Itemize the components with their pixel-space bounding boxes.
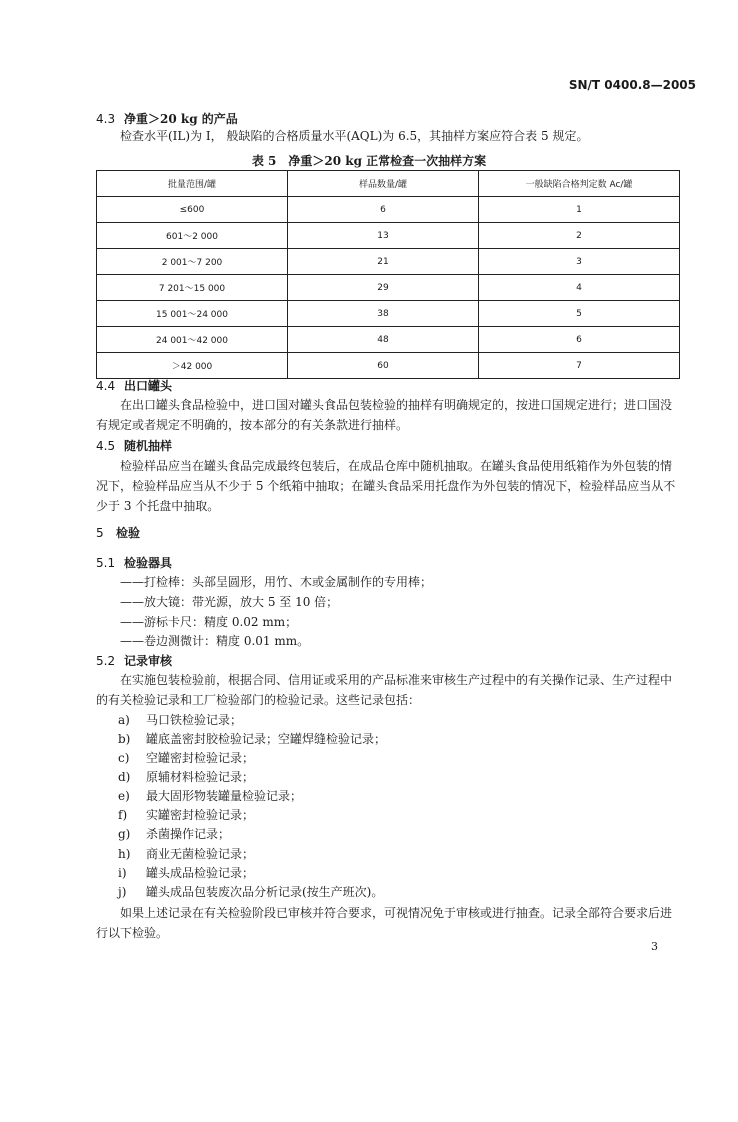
list-item-text: 商业无菌检验记录； bbox=[146, 847, 255, 861]
section-title: 出口罐头 bbox=[124, 379, 173, 393]
tool-item: ——放大镜：带光源，放大 5 至 10 倍； bbox=[120, 595, 339, 609]
list-item bbox=[118, 883, 383, 900]
section-4-4-text: 在出口罐头食品检验中，进口国对罐头食品包装检验的抽样有明确规定的，按进口国规定进行；进口国没有规定或者规定不明确的，按本部分的有关条款进行抽样。 bbox=[96, 398, 673, 432]
cell-sample-size: 21 bbox=[288, 249, 479, 275]
list-item bbox=[118, 787, 302, 804]
section-4-4-heading bbox=[96, 377, 172, 394]
table-row bbox=[97, 275, 680, 301]
cell-sample-size: 6 bbox=[288, 197, 479, 223]
tool-item: ——游标卡尺：精度 0.02 mm； bbox=[120, 615, 298, 629]
section-number: 5 bbox=[96, 526, 104, 540]
list-item-label: d) bbox=[118, 770, 131, 784]
section-title: 随机抽样 bbox=[124, 439, 173, 453]
list-item-label: b) bbox=[118, 732, 131, 746]
list-item-text: 空罐密封检验记录； bbox=[146, 751, 255, 765]
list-item-text: 杀菌操作记录； bbox=[146, 827, 231, 841]
section-title: 记录审核 bbox=[124, 654, 173, 668]
table-row bbox=[97, 353, 680, 379]
tool-item: ——打检棒：头部呈圆形，用竹、木或金属制作的专用棒； bbox=[120, 575, 433, 589]
list-item-label: j) bbox=[118, 885, 127, 899]
cell-sample-size: 38 bbox=[288, 301, 479, 327]
list-item-text: 马口铁检验记录； bbox=[146, 713, 243, 727]
section-5-heading bbox=[96, 524, 140, 541]
section-4-3-heading bbox=[96, 110, 238, 127]
section-5-1-heading bbox=[96, 554, 172, 571]
section-number: 4.5 bbox=[96, 439, 116, 453]
list-item-label: c) bbox=[118, 751, 130, 765]
section-4-5-text: 检验样品应当在罐头食品完成最终包装后，在成品仓库中随机抽取。在罐头食品使用纸箱作为外包装的情况下，检验样品应当从不少于 5 个纸箱中抽取；在罐头食品采用托盘作为外包装的情况下，检验样品应当从不少于 3 个托盘中抽取。 bbox=[96, 459, 676, 513]
table-row bbox=[97, 197, 680, 223]
header-lot-range: 批量范围/罐 bbox=[97, 171, 288, 197]
cell-acceptance-number: 5 bbox=[479, 301, 680, 327]
header-sample-size: 样品数量/罐 bbox=[288, 171, 479, 197]
list-item bbox=[118, 730, 386, 747]
list-item-label: a) bbox=[118, 713, 130, 727]
section-4-3-text: 检查水平(IL)为 I， 般缺陷的合格质量水平(AQL)为 6.5，其抽样方案应符合表 5 规定。 bbox=[120, 129, 589, 143]
list-item-label: i) bbox=[118, 866, 127, 880]
section-4-5-heading bbox=[96, 437, 172, 454]
cell-lot-range: 24 001～42 000 bbox=[97, 327, 288, 353]
cell-lot-range: 601～2 000 bbox=[97, 223, 288, 249]
section-number: 4.3 bbox=[96, 112, 116, 126]
table-row bbox=[97, 223, 680, 249]
cell-lot-range: 15 001～24 000 bbox=[97, 301, 288, 327]
table-caption: 表 5 净重＞20 kg 正常检查一次抽样方案 bbox=[251, 154, 487, 168]
cell-acceptance-number: 1 bbox=[479, 197, 680, 223]
list-item-label: h) bbox=[118, 847, 131, 861]
list-item bbox=[118, 768, 254, 785]
list-item-text: 最大固形物装罐量检验记录； bbox=[146, 789, 303, 803]
cell-sample-size: 13 bbox=[288, 223, 479, 249]
list-item bbox=[118, 806, 254, 823]
list-item bbox=[118, 825, 230, 842]
list-item-label: g) bbox=[118, 827, 131, 841]
section-title: 净重＞20 kg 的产品 bbox=[124, 112, 238, 126]
cell-lot-range: 2 001～7 200 bbox=[97, 249, 288, 275]
list-item-text: 原辅材料检验记录； bbox=[146, 770, 255, 784]
table-row bbox=[97, 301, 680, 327]
section-5-2-heading bbox=[96, 652, 172, 669]
table-row bbox=[97, 327, 680, 353]
list-item-label: e) bbox=[118, 789, 130, 803]
section-number: 4.4 bbox=[96, 379, 116, 393]
list-item-text: 罐头成品检验记录； bbox=[146, 866, 255, 880]
header-acceptance-number: 一般缺陷合格判定数 Ac/罐 bbox=[479, 171, 680, 197]
list-item bbox=[118, 864, 254, 881]
cell-acceptance-number: 3 bbox=[479, 249, 680, 275]
cell-sample-size: 60 bbox=[288, 353, 479, 379]
cell-sample-size: 48 bbox=[288, 327, 479, 353]
cell-lot-range: ＞42 000 bbox=[97, 353, 288, 379]
page-number: 3 bbox=[651, 940, 658, 953]
cell-sample-size: 29 bbox=[288, 275, 479, 301]
section-number: 5.2 bbox=[96, 654, 116, 668]
list-item-text: 实罐密封检验记录； bbox=[146, 808, 255, 822]
section-number: 5.1 bbox=[96, 556, 116, 570]
section-5-2-closing: 如果上述记录在有关检验阶段已审核并符合要求，可视情况免于审核或进行抽查。记录全部符合要求后进行以下检验。 bbox=[96, 906, 673, 940]
cell-lot-range: ≤600 bbox=[97, 197, 288, 223]
cell-acceptance-number: 7 bbox=[479, 353, 680, 379]
list-item bbox=[118, 845, 254, 862]
section-title: 检验 bbox=[116, 526, 141, 540]
table-header-row bbox=[97, 171, 680, 197]
cell-lot-range: 7 201～15 000 bbox=[97, 275, 288, 301]
list-item-label: f) bbox=[118, 808, 128, 822]
list-item bbox=[118, 711, 242, 728]
list-item-text: 罐头成品包装废次品分析记录(按生产班次)。 bbox=[146, 885, 384, 899]
table-row bbox=[97, 249, 680, 275]
tool-item: ——卷边测微计：精度 0.01 mm。 bbox=[120, 634, 310, 648]
cell-acceptance-number: 2 bbox=[479, 223, 680, 249]
list-item-text: 罐底盖密封胶检验记录；空罐焊缝检验记录； bbox=[146, 732, 387, 746]
section-title: 检验器具 bbox=[124, 556, 173, 570]
sampling-plan-table bbox=[96, 170, 680, 379]
cell-acceptance-number: 4 bbox=[479, 275, 680, 301]
document-code: SN/T 0400.8—2005 bbox=[568, 78, 696, 92]
list-item bbox=[118, 749, 254, 766]
cell-acceptance-number: 6 bbox=[479, 327, 680, 353]
section-5-2-text: 在实施包装检验前，根据合同、信用证或采用的产品标准来审核生产过程中的有关操作记录、生产过程中的有关检验记录和工厂检验部门的检验记录。这些记录包括： bbox=[96, 673, 673, 707]
